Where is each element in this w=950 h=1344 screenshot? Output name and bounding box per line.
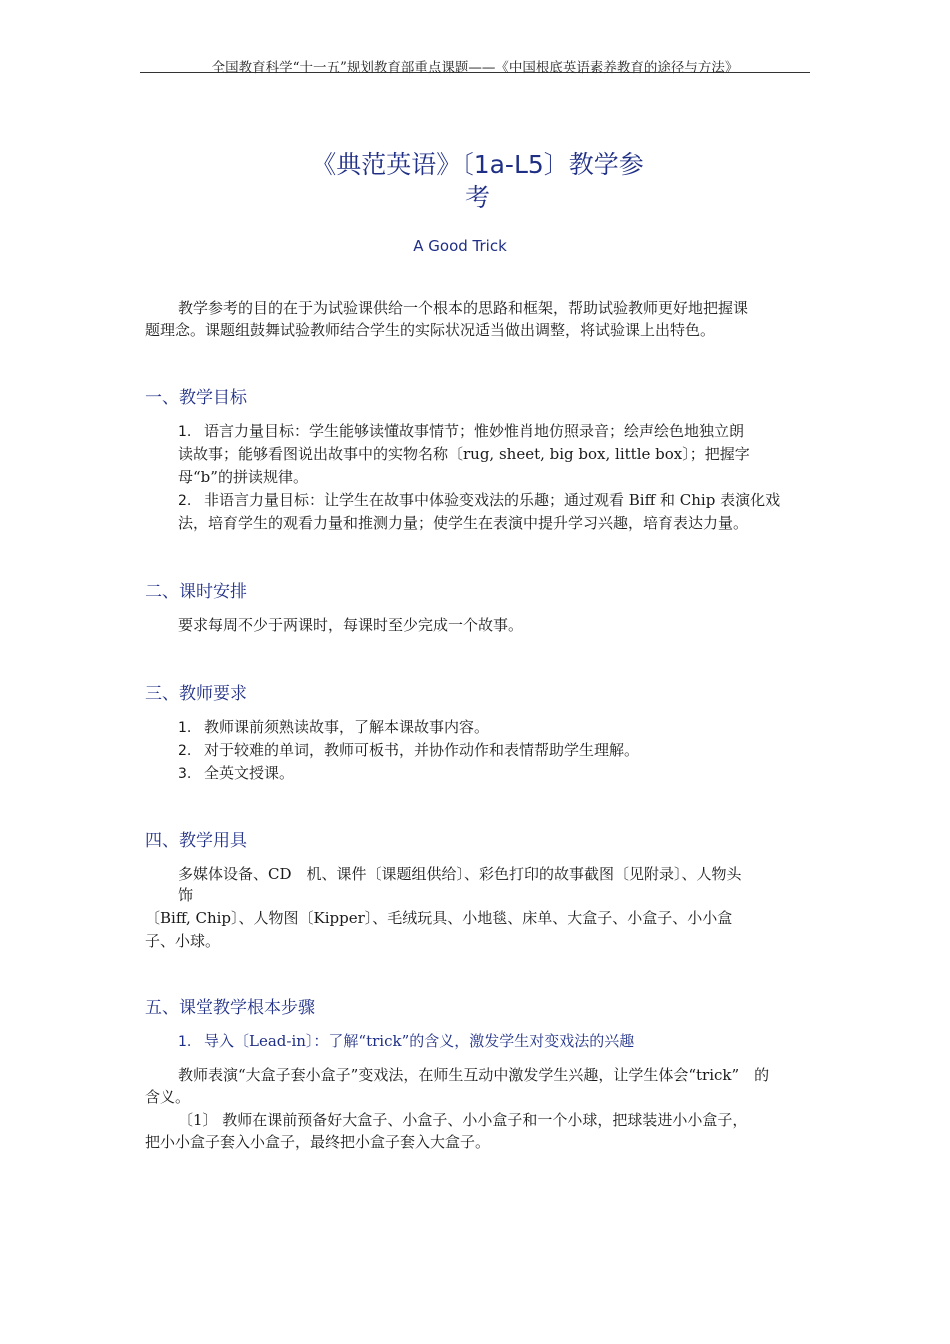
step-1-para-line-2: 含义。 — [145, 1088, 191, 1106]
requirement-2-number: 2. — [178, 743, 192, 759]
requirement-3-text: 全英文授课。 — [204, 764, 295, 782]
requirement-item — [178, 762, 810, 786]
section-4-heading: 四、教学用具 — [145, 831, 247, 851]
objective-2-line-2: 法，培育学生的观看力量和推测力量；使学生在表演中提升学习兴趣，培育表达力量。 — [178, 514, 749, 532]
objective-1-line-3: 母“b”的拼读规律。 — [178, 468, 308, 486]
requirement-item — [178, 739, 810, 763]
requirement-3-number: 3. — [178, 766, 192, 782]
schedule-text: 要求每周不少于两课时，每课时至少完成一个故事。 — [178, 616, 524, 634]
step-1-number: 1. — [178, 1034, 192, 1050]
section-5-heading: 五、课堂教学根本步骤 — [145, 998, 315, 1018]
document-subtitle: A Good Trick — [413, 237, 507, 255]
requirement-item — [178, 716, 810, 740]
intro-line-2: 题理念。课题组鼓舞试验教师结合学生的实际状况适当做出调整，将试验课上出特色。 — [145, 321, 716, 339]
step-1-detail-line-1: 〔1〕 教师在课前预备好大盒子、小盒子、小小盒子和一个小球，把球装进小小盒子， — [178, 1111, 748, 1129]
step-1-title — [178, 1030, 810, 1054]
requirement-1-number: 1. — [178, 720, 192, 736]
step-1-text: 导入〔Lead-in〕：了解“trick”的含义，激发学生对变戏法的兴趣 — [204, 1032, 635, 1050]
objective-2-number: 2. — [178, 493, 192, 509]
objective-1-number: 1. — [178, 424, 192, 440]
objective-1-line-2: 读故事；能够看图说出故事中的实物名称〔rug, sheet, big box, little box〕；把握字 — [178, 445, 750, 463]
materials-line-2: 饰 — [178, 886, 194, 904]
section-3-heading: 三、教师要求 — [145, 684, 247, 704]
objective-1-text: 语言力量目标：学生能够读懂故事情节；惟妙惟肖地仿照录音；绘声绘色地独立朗 — [204, 422, 745, 440]
objective-2-line-1 — [178, 489, 810, 513]
intro-line-1: 教学参考的目的在于为试验课供给一个根本的思路和框架，帮助试验教师更好地把握课 — [178, 299, 749, 317]
header-rule — [140, 72, 810, 73]
materials-line-1: 多媒体设备、CD 机、课件〔课题组供给〕、彩色打印的故事截图〔见附录〕、人物头 — [178, 865, 742, 883]
objective-2-text: 非语言力量目标：让学生在故事中体验变戏法的乐趣；通过观看 Biff 和 Chip 表演化戏 — [204, 491, 781, 509]
step-1-detail-line-2: 把小小盒子套入小盒子，最终把小盒子套入大盒子。 — [145, 1133, 491, 1151]
requirement-1-text: 教师课前须熟读故事，了解本课故事内容。 — [204, 718, 490, 736]
materials-line-3: 〔Biff, Chip〕、人物图〔Kipper〕、毛绒玩具、小地毯、床单、大盒子、小盒子、小小盒 — [145, 909, 733, 927]
materials-line-4: 子、小球。 — [145, 932, 221, 950]
section-1-heading: 一、教学目标 — [145, 388, 247, 408]
objective-1-line-1 — [178, 420, 810, 444]
title-line-1: 《典范英语》〔1a-L5〕教学参 — [311, 150, 644, 179]
page-header: 全国教育科学“十一五”规划教育部重点课题——《中国根底英语素养教育的途径与方法》 — [211, 60, 739, 76]
section-2-heading: 二、课时安排 — [145, 582, 247, 602]
document-title — [280, 148, 675, 214]
step-1-para-line-1: 教师表演“大盒子套小盒子”变戏法，在师生互动中激发学生兴趣，让学生体会“trick” 的 — [178, 1066, 770, 1084]
title-line-2: 考 — [464, 183, 490, 212]
requirement-2-text: 对于较难的单词，教师可板书，并协作动作和表情帮助学生理解。 — [204, 741, 640, 759]
